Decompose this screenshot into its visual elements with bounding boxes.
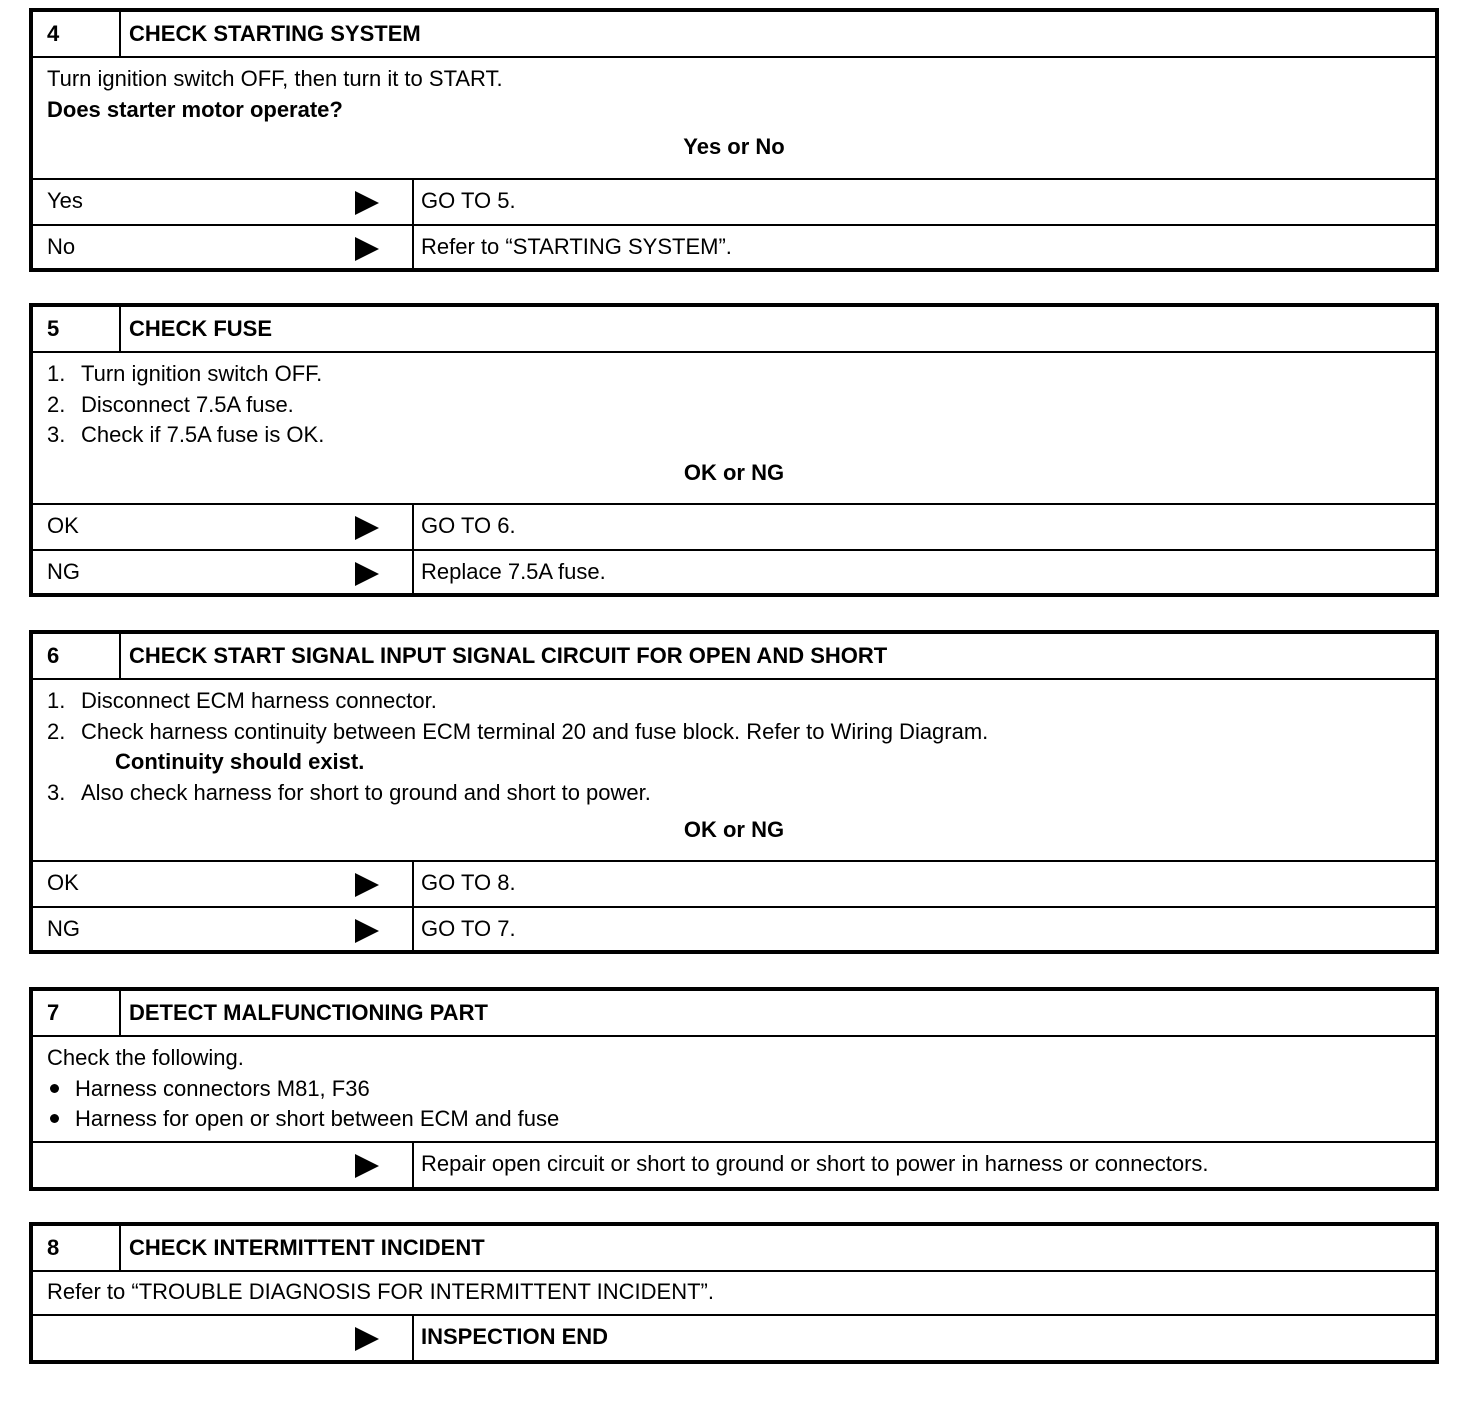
arrow-right-icon <box>355 516 379 540</box>
item-text: Also check harness for short to ground and short to power. <box>81 779 651 805</box>
item-number: 1. <box>47 361 66 386</box>
result-row-ng <box>33 906 1435 950</box>
procedure-item <box>47 420 1421 451</box>
step-number: 4 <box>33 12 121 56</box>
result-condition <box>33 180 414 224</box>
procedure-item <box>47 717 1421 748</box>
result-action: INSPECTION END <box>421 1324 609 1349</box>
arrow-right-icon <box>355 919 379 943</box>
condition-label: OK <box>47 870 79 895</box>
bullet-item <box>47 1104 1421 1135</box>
choice-label: OK or NG <box>683 459 785 485</box>
step-header <box>33 991 1435 1037</box>
item-text: Turn ignition switch OFF. <box>81 361 323 386</box>
step-number: 7 <box>33 991 121 1035</box>
result-action: GO TO 8. <box>421 870 516 895</box>
condition-label: OK <box>47 513 79 538</box>
condition-label: No <box>47 234 76 259</box>
result-condition <box>33 1316 414 1360</box>
step-number: 5 <box>33 307 121 351</box>
result-condition <box>33 551 414 593</box>
arrow-right-icon <box>355 562 379 586</box>
bullet-text: Harness for open or short between ECM and fuse <box>75 1106 560 1131</box>
step-body <box>33 680 1435 862</box>
result-action: GO TO 6. <box>421 513 516 538</box>
condition-label: Yes <box>47 188 83 213</box>
intro-text: Check the following. <box>47 1045 244 1070</box>
result-condition <box>33 226 414 268</box>
intro-text: Refer to “TROUBLE DIAGNOSIS FOR INTERMITTENT INCIDENT”. <box>47 1279 714 1304</box>
item-text: Disconnect 7.5A fuse. <box>81 391 294 417</box>
result-action: GO TO 7. <box>421 916 516 941</box>
result-condition <box>33 505 414 549</box>
procedure-item <box>47 778 1421 809</box>
step-number: 6 <box>33 634 121 678</box>
result-condition <box>33 1143 414 1187</box>
result-condition <box>33 908 414 950</box>
step-title: DETECT MALFUNCTIONING PART <box>129 1000 488 1025</box>
item-text: Check if 7.5A fuse is OK. <box>81 422 325 447</box>
procedure-item <box>47 686 1421 717</box>
item-number: 3. <box>47 779 66 805</box>
step-number: 8 <box>33 1226 121 1270</box>
result-row-ok <box>33 862 1435 906</box>
choice-label: OK or NG <box>683 817 785 842</box>
step-title: CHECK INTERMITTENT INCIDENT <box>129 1235 485 1260</box>
arrow-right-icon <box>355 191 379 215</box>
result-row <box>33 1143 1435 1187</box>
result-action: Replace 7.5A fuse. <box>421 559 606 584</box>
result-condition <box>33 862 414 906</box>
procedure-item <box>47 390 1421 421</box>
step-8 <box>29 1222 1439 1364</box>
step-title: CHECK FUSE <box>129 316 273 341</box>
bullet-text: Harness connectors M81, F36 <box>75 1075 370 1101</box>
step-body <box>33 353 1435 505</box>
result-row-ng <box>33 549 1435 593</box>
item-number: 3. <box>47 422 66 447</box>
item-number: 1. <box>47 688 66 713</box>
step-7 <box>29 987 1439 1191</box>
step-title: CHECK START SIGNAL INPUT SIGNAL CIRCUIT FOR OPEN AND SHORT <box>129 643 888 668</box>
question-text: Does starter motor operate? <box>47 96 343 122</box>
arrow-right-icon <box>355 237 379 261</box>
result-action: GO TO 5. <box>421 188 516 213</box>
step-4 <box>29 8 1439 272</box>
arrow-right-icon <box>355 1327 379 1351</box>
step-5 <box>29 303 1439 597</box>
result-row-ok <box>33 505 1435 549</box>
spec-note: Continuity should exist. <box>115 749 365 774</box>
result-action: Refer to “STARTING SYSTEM”. <box>421 234 732 259</box>
step-header <box>33 634 1435 680</box>
step-body <box>33 1272 1435 1316</box>
item-number: 2. <box>47 718 66 744</box>
step-body <box>33 58 1435 180</box>
arrow-right-icon <box>355 1154 379 1178</box>
step-6 <box>29 630 1439 954</box>
result-row-no <box>33 224 1435 268</box>
step-body <box>33 1037 1435 1143</box>
step-title: CHECK STARTING SYSTEM <box>129 21 421 46</box>
bullet-item <box>47 1074 1421 1105</box>
choice-label: Yes or No <box>683 134 785 159</box>
item-text: Check harness continuity between ECM terminal 20 and fuse block. Refer to Wiring Diagram. <box>81 718 989 744</box>
result-row-yes <box>33 180 1435 224</box>
step-header <box>33 12 1435 58</box>
condition-label: NG <box>47 559 80 584</box>
result-row <box>33 1316 1435 1360</box>
instruction-text: Turn ignition switch OFF, then turn it to START. <box>47 66 503 91</box>
condition-label: NG <box>47 916 80 941</box>
arrow-right-icon <box>355 873 379 897</box>
step-header <box>33 307 1435 353</box>
procedure-item <box>47 359 1421 390</box>
result-action: Repair open circuit or short to ground or short to power in harness or connectors. <box>421 1151 1209 1176</box>
step-header <box>33 1226 1435 1272</box>
item-number: 2. <box>47 391 66 417</box>
item-text: Disconnect ECM harness connector. <box>81 688 437 713</box>
